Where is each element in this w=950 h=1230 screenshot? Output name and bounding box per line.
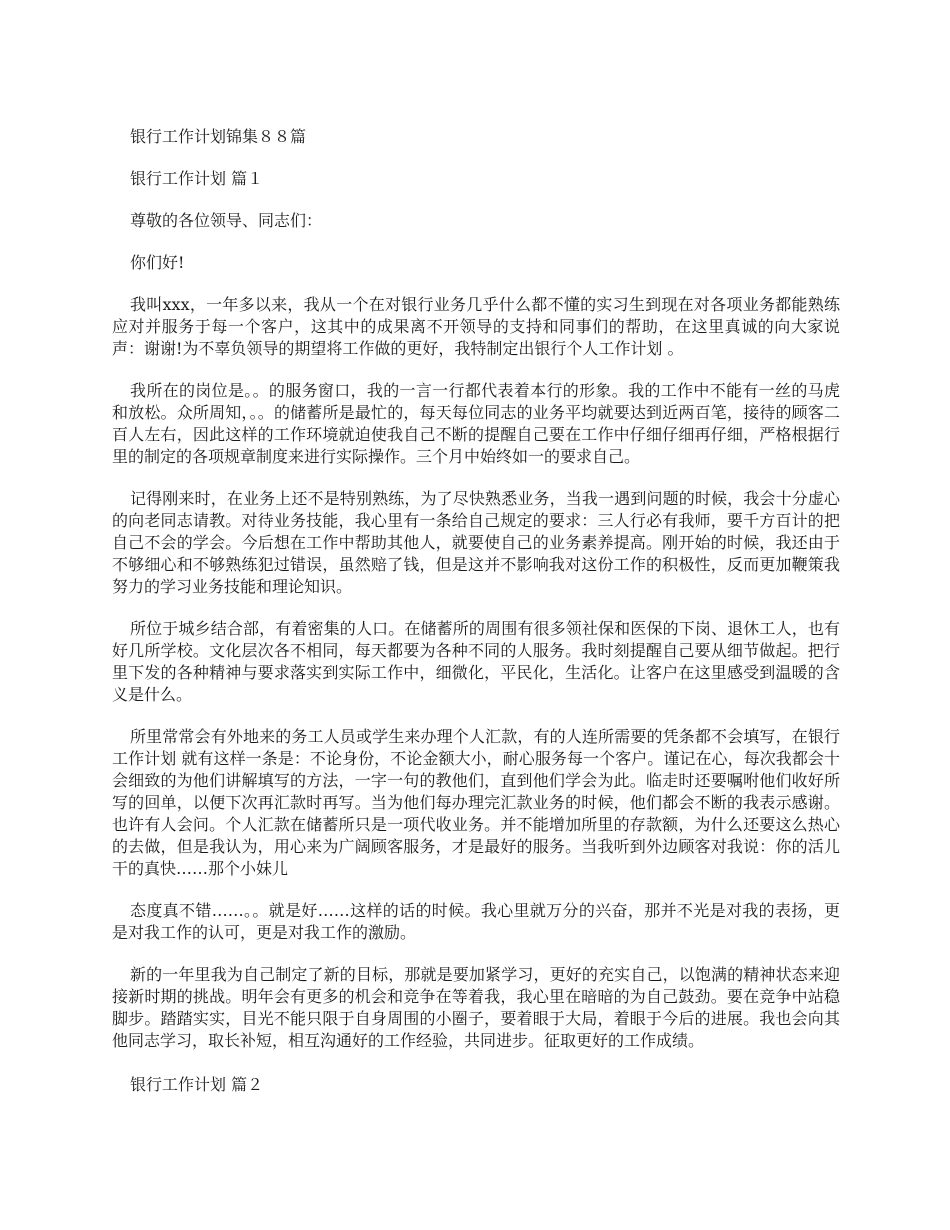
section-2-heading: 银行工作计划 篇２	[130, 1075, 264, 1094]
greeting: 你们好!	[130, 253, 185, 272]
paragraph-3: 记得刚来时，在业务上还不是特别熟练，为了尽快熟悉业务，当我一遇到问题的时候，我会十分虚心的向老同志请教。对待业务技能，我心里有一条给自己规定的要求：三人行必有我师，要千方百计的把自己不会的学会。今后想在工作中帮助其他人，就要使自己的业务素养提高。刚开始的时候，我还由于不够细心和不够熟练犯过错误，虽然赔了钱，但是这并不影响我对这份工作的积极性，反而更加鞭策我努力的学习业务技能和理论知识。	[112, 489, 840, 596]
paragraph-7: 新的一年里我为自己制定了新的目标，那就是要加紧学习，更好的充实自己，以饱满的精神状态来迎接新时期的挑战。明年会有更多的机会和竞争在等着我，我心里在暗暗的为自己鼓劲。要在竞争中站稳脚步。踏踏实实，目光不能只限于自身周围的小圈子，要着眼于大局，着眼于今后的进展。我也会向其他同志学习，取长补短，相互沟通好的工作经验，共同进步。征取更好的工作成绩。	[112, 965, 840, 1050]
paragraph-5: 所里常常会有外地来的务工人员或学生来办理个人汇款，有的人连所需要的凭条都不会填写，在银行 工作计划 就有这样一条是：不论身份，不论金额大小，耐心服务每一个客户。谨记在心，每次我都会十会细致的为他们讲解填写的方法，一字一句的教他们，直到他们学会为此。临走时还要嘱咐他们收好所写的回单，以便下次再汇款时再写。当为他们每办理完汇款业务的时候，他们都会不断的我表示感谢。也许有人会问。个人汇款在储蓄所只是一项代收业务。并不能增加所里的存款额，为什么还要这么热心的去做，但是我认为，用心来为广阔顾客服务，才是最好的服务。当我听到外边顾客对我说：你的活儿干的真快……那个小妹儿	[112, 727, 840, 878]
paragraph-4: 所位于城乡结合部，有着密集的人口。在储蓄所的周围有很多领社保和医保的下岗、退休工人，也有好几所学校。文化层次各不相同，每天都要为各种不同的人服务。我时刻提醒自己要从细节做起。把行里下发的各种精神与要求落实到实际工作中，细微化，平民化，生活化。让客户在这里感受到温暖的含义是什么。	[112, 619, 840, 704]
paragraph-2: 我所在的岗位是。。的服务窗口，我的一言一行都代表着本行的形象。我的工作中不能有一丝的马虎和放松。众所周知，。。的储蓄所是最忙的，每天每位同志的业务平均就要达到近两百笔，接待的顾客二百人左右，因此这样的工作环境就迫使我自己不断的提醒自己要在工作中仔细仔细再仔细，严格根据行里的制定的各项规章制度来进行实际操作。三个月中始终如一的要求自己。	[112, 381, 840, 466]
document-title: 银行工作计划锦集８８篇	[130, 127, 307, 146]
salutation: 尊敬的各位领导、同志们：	[130, 211, 323, 230]
section-1-heading: 银行工作计划 篇１	[130, 169, 264, 188]
paragraph-6: 态度真不错……。。就是好……这样的话的时候。我心里就万分的兴奋，那并不光是对我的表扬，更是对我工作的认可，更是对我工作的激励。	[112, 901, 840, 942]
paragraph-1: 我叫xxx，一年多以来，我从一个在对银行业务几乎什么都不懂的实习生到现在对各项业务都能熟练应对并服务于每一个客户，这其中的成果离不开领导的支持和同事们的帮助，在这里真诚的向大家说声：谢谢!为不辜负领导的期望将工作做的更好，我特制定出银行个人工作计划 。	[112, 295, 840, 358]
document-page	[112, 126, 840, 1096]
